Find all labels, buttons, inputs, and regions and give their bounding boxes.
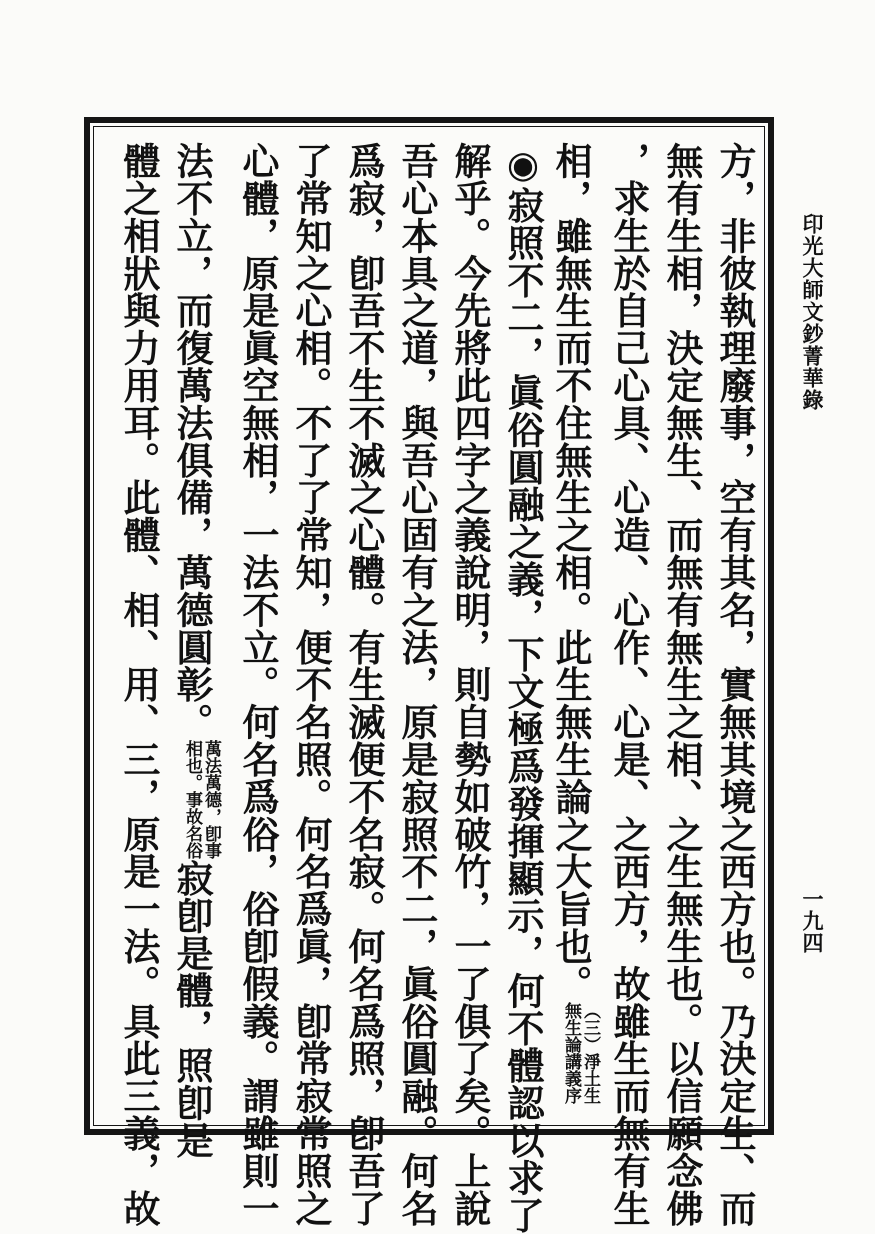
annotation-source-note [561,1002,599,1104]
text-column-8: 爲寂，卽吾不生不滅之心體。有生滅便不名寂。何名爲照，卽吾了 [342,142,386,1227]
annotation-line-1: 萬法萬德，卽事 [201,740,221,860]
text-column-11-after: 寂卽是體，照卽是 [170,859,214,1159]
page-number: 一九四 [800,888,825,954]
text-column-7: 吾心本具之道，與吾心固有之法，原是寂照不二，眞俗圓融。何名 [395,142,439,1227]
running-header-book-title: 印光大師文鈔菁華錄 [800,213,825,411]
text-column-9: 了常知之心相。不了了常知，便不名照。何名爲眞，卽常寂常照之 [289,142,333,1227]
text-column-5: ◉寂照不二，眞俗圓融之義，下文極爲發揮顯示，何不體認以求了 [501,142,545,1234]
text-column-11-main: 法不立，而復萬法俱備，萬德圓彰。 [170,142,214,741]
annotation-wanfa-note [182,740,220,859]
text-column-4 [549,142,600,1105]
text-column-4-main: 相，雖無生而不住無生之相。此生無生論之大旨也。 [549,142,593,1003]
text-column-10: 心體，原是眞空無相，一法不立。何名爲俗，俗卽假義。謂雖則一 [236,142,280,1227]
annotation-line-1: （三）淨土生 [580,1002,600,1105]
text-column-3: ，求生於自己心具、心造、心作、心是、之西方，故雖生而無有生 [607,142,651,1227]
text-column-12: 體之相狀與力用耳。此體、相、用、三，原是一法。具此三義，故 [117,142,161,1227]
annotation-line-2: 相也。事故名俗 [182,740,202,860]
annotation-line-2: 無生論講義序 [561,1002,581,1105]
text-column-2: 無有生相，決定無生、而無有無生之相、之生無生也。以信願念佛 [660,142,704,1227]
text-column-1: 方，非彼執理廢事，空有其名，實無其境之西方也。乃決定生、而 [713,142,757,1227]
text-column-11 [170,142,221,1159]
text-column-6: 解乎。今先將此四字之義說明，則自勢如破竹，一了俱了矣。上說 [448,142,492,1227]
